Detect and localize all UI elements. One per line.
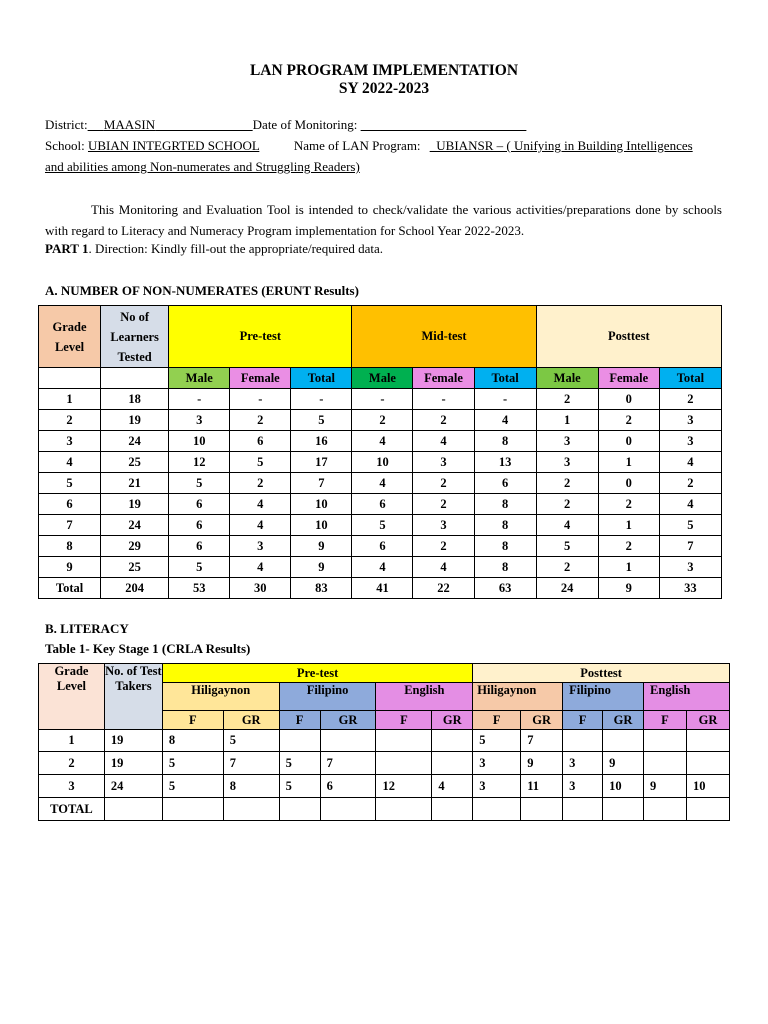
grade-level-header: Grade Level	[39, 306, 101, 368]
value-cell	[644, 752, 687, 775]
table-row	[39, 752, 730, 775]
value-cell: 2	[352, 410, 413, 431]
table-row	[39, 536, 722, 557]
value-cell	[376, 752, 432, 775]
post-fil-gr-header: GR	[603, 711, 644, 730]
value-cell: 29	[101, 536, 169, 557]
posttest-header: Posttest	[536, 306, 721, 368]
grade-cell: 5	[39, 473, 101, 494]
value-cell: 10	[352, 452, 413, 473]
program-value-line1: _UBIANSR – ( Unifying in Building Intelligences	[429, 138, 693, 153]
value-cell	[376, 730, 432, 752]
part-label: PART 1	[45, 241, 89, 256]
value-cell	[432, 730, 473, 752]
post-fil-f-header: F	[563, 711, 603, 730]
value-cell: 24	[101, 515, 169, 536]
pre-female-header: Female	[230, 368, 291, 389]
table-row	[39, 431, 722, 452]
value-cell: 18	[101, 389, 169, 410]
learners-tested-header: No of Learners Tested	[101, 306, 169, 368]
value-cell: 41	[352, 578, 413, 599]
school-label: School:	[45, 138, 85, 153]
value-cell: 1	[598, 515, 659, 536]
program-value-line2: and abilities among Non-numerates and Struggling Readers)	[45, 159, 360, 174]
document-title: LAN PROGRAM IMPLEMENTATION	[249, 62, 519, 79]
value-cell	[686, 752, 729, 775]
value-cell: 24	[101, 431, 169, 452]
value-cell: 10	[169, 431, 230, 452]
pre-hiligaynon-header: Hiligaynon	[162, 683, 279, 711]
value-cell: 10	[686, 775, 729, 798]
value-cell: 8	[474, 536, 536, 557]
value-cell: 7	[223, 752, 279, 775]
value-cell: 3	[169, 410, 230, 431]
pre-hil-gr-header: GR	[223, 711, 279, 730]
post-eng-f-header: F	[644, 711, 687, 730]
posttest-header: Posttest	[473, 664, 730, 683]
value-cell: 19	[104, 730, 162, 752]
literacy-table	[38, 663, 730, 821]
value-cell: 11	[521, 775, 563, 798]
table-row	[39, 775, 730, 798]
value-cell: 5	[291, 410, 352, 431]
value-cell: 5	[169, 473, 230, 494]
value-cell: 16	[291, 431, 352, 452]
value-cell	[603, 730, 644, 752]
value-cell: 7	[291, 473, 352, 494]
value-cell: 5	[659, 515, 721, 536]
value-cell: 3	[473, 775, 521, 798]
grade-cell: 9	[39, 557, 101, 578]
value-cell: 24	[104, 775, 162, 798]
pretest-header: Pre-test	[162, 664, 472, 683]
test-takers-header: No. of Test Takers	[104, 664, 162, 730]
value-cell: 2	[659, 389, 721, 410]
value-cell: 1	[598, 452, 659, 473]
value-cell: 5	[169, 557, 230, 578]
value-cell	[644, 798, 687, 821]
pre-male-header: Male	[169, 368, 230, 389]
district-label: District:	[45, 117, 88, 132]
table1-caption: Table 1- Key Stage 1 (CRLA Results)	[45, 641, 251, 656]
value-cell: 8	[162, 730, 223, 752]
value-cell: 3	[413, 515, 474, 536]
value-cell: 4	[659, 452, 721, 473]
grade-cell: 2	[39, 410, 101, 431]
value-cell: 10	[291, 515, 352, 536]
district-line	[45, 117, 526, 133]
numeracy-table-body	[39, 389, 722, 599]
value-cell: 2	[536, 473, 598, 494]
school-line	[45, 138, 693, 154]
intro-paragraph: This Monitoring and Evaluation Tool is intended to check/validate the various activities/preparations done by schools with regard to Literacy and Numeracy Program implementation for School Year 2022-2023.	[45, 202, 722, 238]
value-cell	[473, 798, 521, 821]
value-cell: -	[169, 389, 230, 410]
value-cell: 19	[104, 752, 162, 775]
grade-cell: TOTAL	[39, 798, 105, 821]
value-cell: 5	[473, 730, 521, 752]
value-cell: 2	[598, 410, 659, 431]
post-hil-gr-header: GR	[521, 711, 563, 730]
value-cell: 8	[474, 515, 536, 536]
grade-cell: 6	[39, 494, 101, 515]
value-cell	[320, 730, 376, 752]
pre-hil-f-header: F	[162, 711, 223, 730]
value-cell: 9	[521, 752, 563, 775]
post-hiligaynon-header: Hiligaynon	[473, 683, 563, 711]
value-cell: 2	[413, 410, 474, 431]
value-cell	[432, 798, 473, 821]
grade-cell: Total	[39, 578, 101, 599]
value-cell: 3	[413, 452, 474, 473]
value-cell	[320, 798, 376, 821]
post-female-header: Female	[598, 368, 659, 389]
value-cell	[521, 798, 563, 821]
value-cell: 7	[320, 752, 376, 775]
value-cell: 9	[291, 557, 352, 578]
value-cell: 2	[230, 473, 291, 494]
value-cell: 3	[563, 752, 603, 775]
value-cell: 4	[352, 431, 413, 452]
value-cell: 5	[352, 515, 413, 536]
value-cell: 1	[536, 410, 598, 431]
post-eng-gr-header: GR	[686, 711, 729, 730]
value-cell	[686, 798, 729, 821]
blank-cell	[39, 368, 101, 389]
grade-level-header: Grade Level	[39, 664, 105, 730]
value-cell: 1	[598, 557, 659, 578]
value-cell: 2	[536, 389, 598, 410]
value-cell	[644, 730, 687, 752]
value-cell: 33	[659, 578, 721, 599]
value-cell: 10	[603, 775, 644, 798]
value-cell: 3	[536, 452, 598, 473]
value-cell: -	[352, 389, 413, 410]
value-cell: 5	[536, 536, 598, 557]
value-cell: 12	[376, 775, 432, 798]
value-cell: 0	[598, 389, 659, 410]
value-cell: 9	[603, 752, 644, 775]
numeracy-table	[38, 305, 722, 599]
value-cell: 21	[101, 473, 169, 494]
value-cell: 19	[101, 494, 169, 515]
value-cell: 4	[474, 410, 536, 431]
value-cell: 204	[101, 578, 169, 599]
pre-filipino-header: Filipino	[279, 683, 376, 711]
value-cell: 6	[352, 536, 413, 557]
value-cell	[162, 798, 223, 821]
value-cell	[686, 730, 729, 752]
grade-cell: 3	[39, 431, 101, 452]
value-cell: 6	[352, 494, 413, 515]
value-cell: 0	[598, 473, 659, 494]
table-row	[39, 798, 730, 821]
pre-fil-f-header: F	[279, 711, 320, 730]
value-cell: 3	[230, 536, 291, 557]
value-cell: -	[291, 389, 352, 410]
value-cell: 2	[536, 557, 598, 578]
value-cell: 5	[279, 752, 320, 775]
value-cell: 53	[169, 578, 230, 599]
value-cell: 12	[169, 452, 230, 473]
value-cell: 2	[598, 494, 659, 515]
value-cell: 5	[230, 452, 291, 473]
value-cell: 19	[101, 410, 169, 431]
value-cell: -	[230, 389, 291, 410]
program-label: Name of LAN Program:	[293, 138, 421, 153]
value-cell: 83	[291, 578, 352, 599]
value-cell: 4	[352, 557, 413, 578]
value-cell: 8	[474, 494, 536, 515]
value-cell: 2	[413, 494, 474, 515]
value-cell: 7	[659, 536, 721, 557]
value-cell: 4	[536, 515, 598, 536]
blank-cell	[101, 368, 169, 389]
mid-total-header: Total	[474, 368, 536, 389]
post-total-header: Total	[659, 368, 721, 389]
value-cell: 2	[413, 473, 474, 494]
pre-english-header: English	[376, 683, 473, 711]
value-cell: 9	[598, 578, 659, 599]
value-cell: 4	[659, 494, 721, 515]
district-value: MAASIN	[103, 117, 156, 132]
value-cell: 4	[230, 557, 291, 578]
part-direction	[45, 241, 383, 257]
part-text: . Direction: Kindly fill-out the appropriate/required data.	[88, 241, 384, 256]
value-cell: 5	[162, 752, 223, 775]
post-male-header: Male	[536, 368, 598, 389]
value-cell: 13	[474, 452, 536, 473]
mid-female-header: Female	[413, 368, 474, 389]
table-row	[39, 557, 722, 578]
value-cell: 3	[659, 431, 721, 452]
pre-eng-f-header: F	[376, 711, 432, 730]
value-cell	[432, 752, 473, 775]
value-cell: 8	[474, 431, 536, 452]
value-cell: 3	[536, 431, 598, 452]
value-cell: 30	[230, 578, 291, 599]
value-cell: 25	[101, 452, 169, 473]
value-cell: 9	[291, 536, 352, 557]
table-row	[39, 515, 722, 536]
value-cell: 9	[644, 775, 687, 798]
value-cell: 22	[413, 578, 474, 599]
grade-cell: 4	[39, 452, 101, 473]
value-cell	[603, 798, 644, 821]
grade-cell: 2	[39, 752, 105, 775]
value-cell	[563, 730, 603, 752]
pretest-header: Pre-test	[169, 306, 352, 368]
monitoring-label: Date of Monitoring:	[252, 117, 358, 132]
value-cell: 3	[659, 410, 721, 431]
value-cell: 5	[279, 775, 320, 798]
value-cell: 6	[320, 775, 376, 798]
post-filipino-header: Filipino	[563, 683, 644, 711]
monitoring-date-blank[interactable]	[361, 117, 527, 132]
value-cell	[279, 798, 320, 821]
value-cell: 2	[536, 494, 598, 515]
value-cell: 8	[223, 775, 279, 798]
value-cell: 17	[291, 452, 352, 473]
school-year: SY 2022-2023	[338, 80, 430, 97]
value-cell: 7	[521, 730, 563, 752]
grade-cell: 7	[39, 515, 101, 536]
value-cell	[376, 798, 432, 821]
grade-cell: 1	[39, 730, 105, 752]
value-cell: 6	[169, 515, 230, 536]
value-cell: 2	[598, 536, 659, 557]
value-cell: 4	[413, 431, 474, 452]
school-value: UBIAN INTEGRTED SCHOOL	[87, 138, 260, 153]
pre-total-header: Total	[291, 368, 352, 389]
value-cell	[563, 798, 603, 821]
value-cell: 63	[474, 578, 536, 599]
pre-fil-gr-header: GR	[320, 711, 376, 730]
section-a-heading: A. NUMBER OF NON-NUMERATES (ERUNT Results)	[45, 283, 359, 298]
midtest-header: Mid-test	[352, 306, 536, 368]
value-cell: 6	[169, 536, 230, 557]
table-row	[39, 452, 722, 473]
table-row	[39, 410, 722, 431]
value-cell	[223, 798, 279, 821]
value-cell: 2	[230, 410, 291, 431]
mid-male-header: Male	[352, 368, 413, 389]
value-cell: 3	[659, 557, 721, 578]
table-row	[39, 494, 722, 515]
value-cell: 6	[474, 473, 536, 494]
grade-cell: 8	[39, 536, 101, 557]
value-cell: 5	[162, 775, 223, 798]
table-row	[39, 730, 730, 752]
section-b-heading: B. LITERACY	[45, 621, 129, 636]
value-cell: 6	[169, 494, 230, 515]
value-cell: 4	[230, 515, 291, 536]
post-hil-f-header: F	[473, 711, 521, 730]
grade-cell: 3	[39, 775, 105, 798]
value-cell: 6	[230, 431, 291, 452]
literacy-table-body	[39, 730, 730, 821]
post-english-header: English	[644, 683, 730, 711]
value-cell: -	[474, 389, 536, 410]
value-cell	[104, 798, 162, 821]
grade-cell: 1	[39, 389, 101, 410]
value-cell: 8	[474, 557, 536, 578]
value-cell	[279, 730, 320, 752]
value-cell: 3	[473, 752, 521, 775]
pre-eng-gr-header: GR	[432, 711, 473, 730]
table-row	[39, 473, 722, 494]
value-cell: 4	[413, 557, 474, 578]
value-cell: 2	[659, 473, 721, 494]
table-row	[39, 389, 722, 410]
value-cell: 10	[291, 494, 352, 515]
value-cell: 4	[230, 494, 291, 515]
value-cell: 24	[536, 578, 598, 599]
value-cell: 4	[352, 473, 413, 494]
table-row	[39, 578, 722, 599]
value-cell: 25	[101, 557, 169, 578]
value-cell: 0	[598, 431, 659, 452]
value-cell: 4	[432, 775, 473, 798]
value-cell: 2	[413, 536, 474, 557]
value-cell: 5	[223, 730, 279, 752]
value-cell: 3	[563, 775, 603, 798]
value-cell: -	[413, 389, 474, 410]
